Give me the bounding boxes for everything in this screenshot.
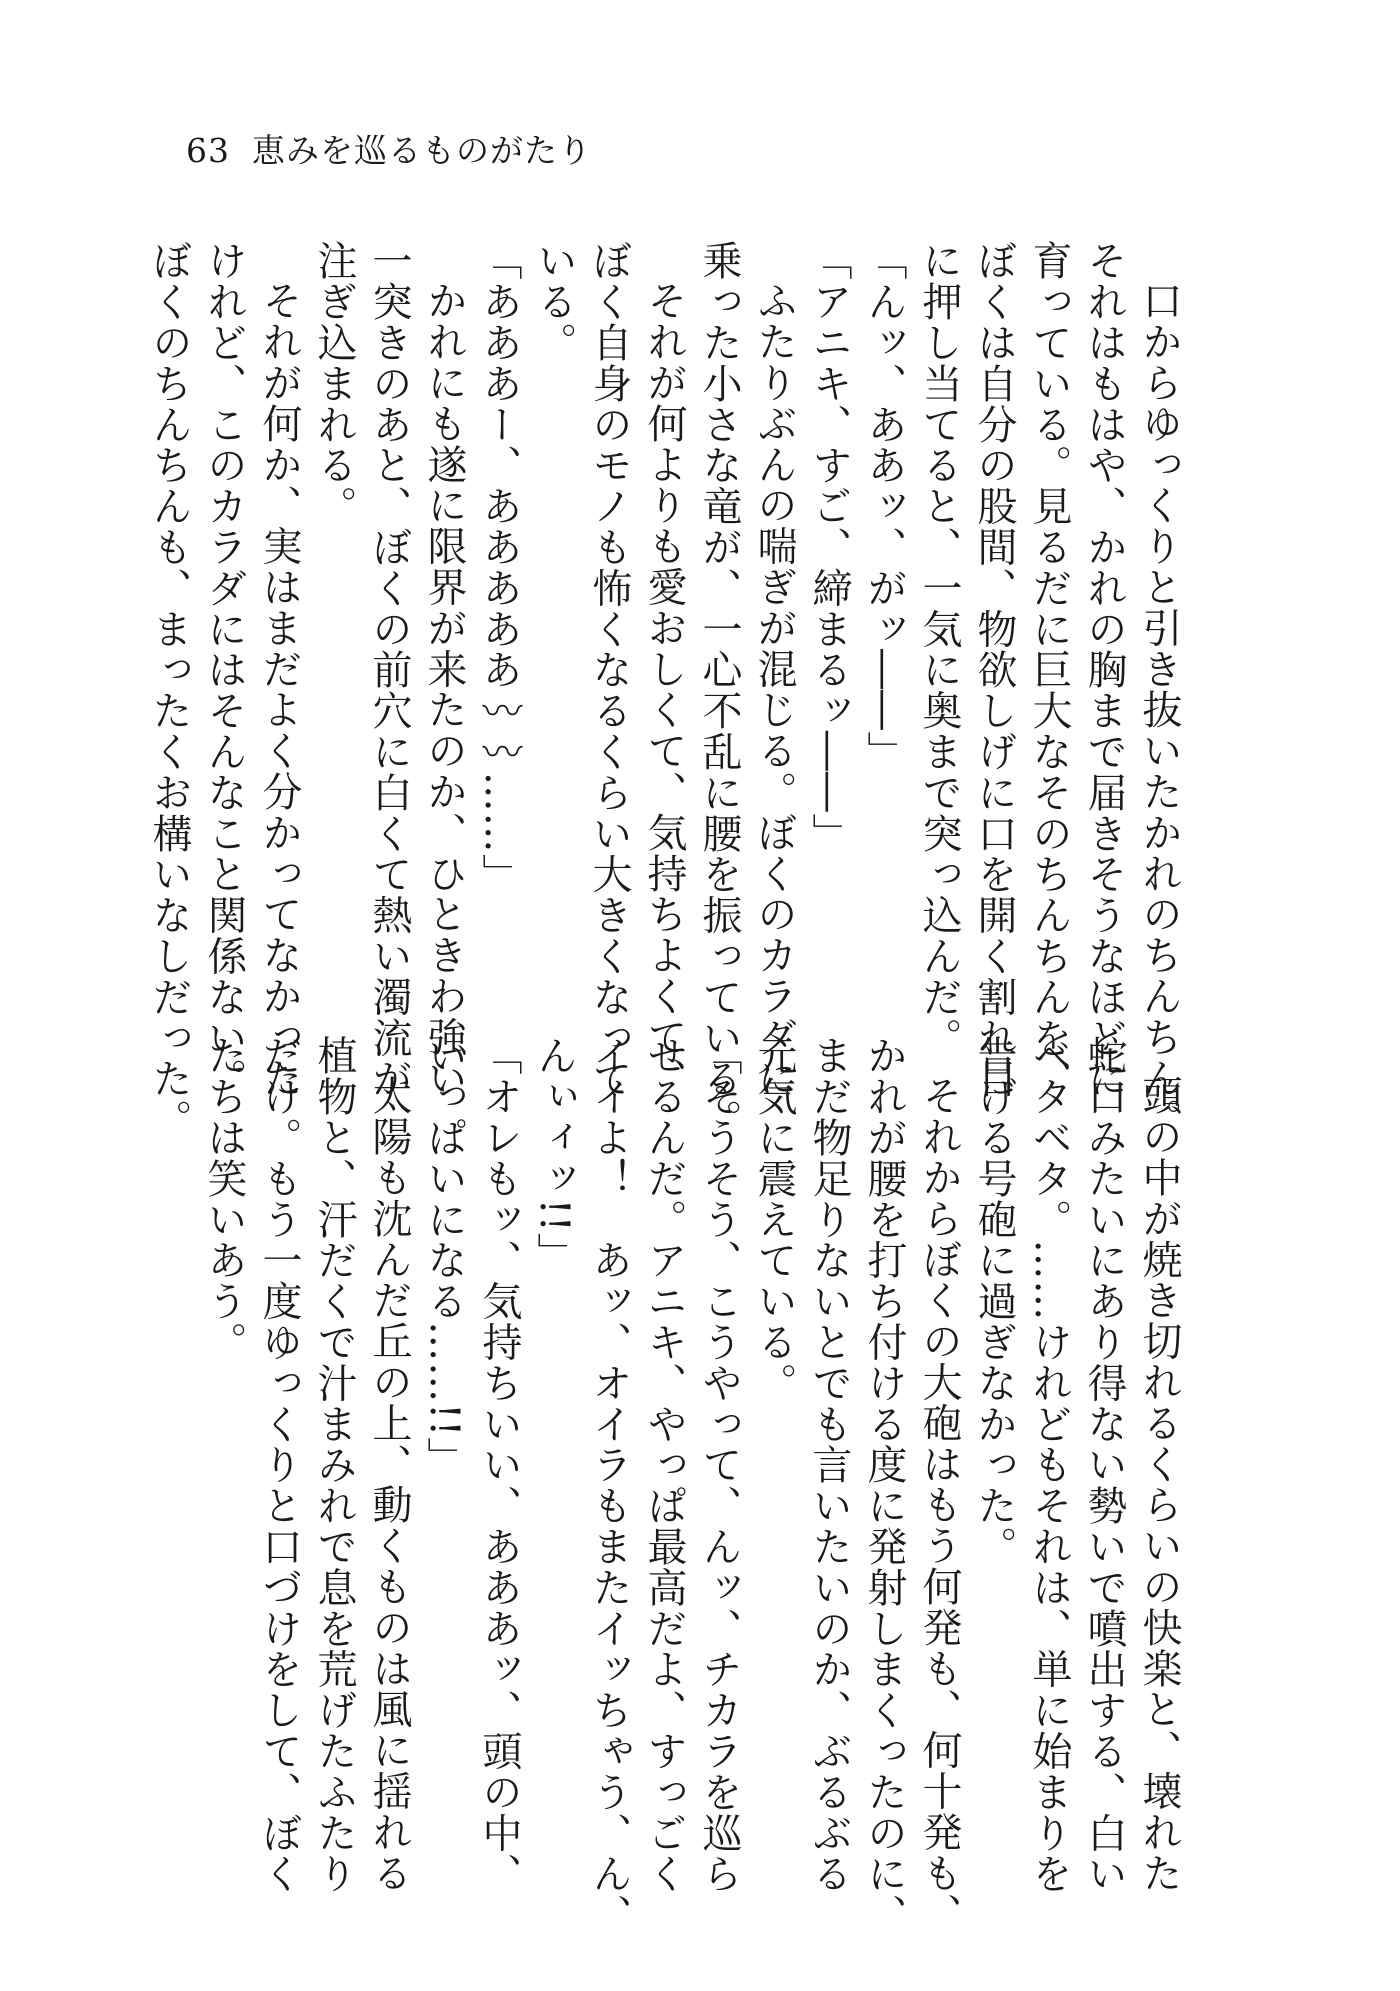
text-column: んぃィッ!!」 xyxy=(531,1035,577,1274)
text-column: たちは笑いあう。 xyxy=(201,1035,247,1363)
page-header xyxy=(186,125,592,172)
text-column: それが何か、実はまだよく分かってなかった xyxy=(256,280,302,1098)
text-column: けれど、このカラダにはそんなこと関係ない。 xyxy=(201,240,247,1099)
text-column: せるんだ。アニキ、やっぱ最高だよ、すっごく xyxy=(641,1035,687,1894)
text-column: 一突きのあと、ぼくの前穴に白くて熱い濁流が xyxy=(366,240,412,1099)
text-column: それからぼくの大砲はもう何発も、何十発も、 xyxy=(916,1075,962,1934)
text-column: 「アニキ、すご、締まるッ――」 xyxy=(806,240,852,854)
text-column: かれにも遂に限界が来たのか、ひときわ強い xyxy=(421,280,467,1098)
text-column: 告げる号砲に過ぎなかった。 xyxy=(971,1035,1017,1567)
lower-text-block xyxy=(196,1035,1186,1935)
text-column: イイよ！ あッ、オイラもまたイッちゃう、ん、 xyxy=(586,1035,632,1935)
text-column: 蛇口みたいにあり得ない勢いで噴出する、白い xyxy=(1081,1035,1127,1894)
text-column: 頭の中が焼き切れるくらいの快楽と、壊れた xyxy=(1136,1075,1182,1893)
text-column: 育っている。見るだに巨大なそのちんちんを、 xyxy=(1026,240,1072,1099)
text-column: ぼく自身のモノも怖くなるくらい大きくなって xyxy=(586,240,632,1099)
text-column: それが何よりも愛おしくて、気持ちよくて、 xyxy=(641,280,687,1098)
text-column: いっぱいになる……!!」 xyxy=(421,1035,467,1478)
chapter-title: 恵みを巡るものがたり xyxy=(252,131,592,170)
text-column: ぼくは自分の股間、物欲しげに口を開く割れ目 xyxy=(971,240,1017,1099)
text-column: ふたりぶんの喘ぎが混じる。ぼくのカラダに xyxy=(751,280,797,1098)
text-column: 「オレもッ、気持ちいい、あああッ、頭の中、 xyxy=(476,1035,522,1894)
text-column: 元気に震えている。 xyxy=(751,1035,797,1404)
upper-text-block xyxy=(141,240,1186,1140)
text-column: 「そうそう、こうやって、んッ、チカラを巡ら xyxy=(696,1035,742,1894)
text-column: ぼくのちんちんも、まったくお構いなしだった。 xyxy=(146,240,192,1140)
text-column: 「んッ、ああッ、がッ――」 xyxy=(861,240,907,772)
text-column: ベタベタ。……けれどもそれは、単に始まりを xyxy=(1026,1035,1072,1894)
text-column: かれが腰を打ち付ける度に発射しまくったのに、 xyxy=(861,1035,907,1935)
text-column: 植物と、汗だくで汁まみれで息を荒げたふたり xyxy=(311,1035,357,1894)
text-column: 「あああー、あああああ〰〰……」 xyxy=(476,240,522,895)
text-column: 注ぎ込まれる。 xyxy=(311,240,357,527)
text-column: 太陽も沈んだ丘の上、動くものは風に揺れる xyxy=(366,1075,412,1893)
page-number: 63 xyxy=(186,131,230,170)
text-column: いる。 xyxy=(531,240,577,363)
text-column: 乗った小さな竜が、一心不乱に腰を振っている。 xyxy=(696,240,742,1140)
text-column: に押し当てると、一気に奥まで突っ込んだ。 xyxy=(916,240,962,1058)
text-column: だけ。もう一度ゆっくりと口づけをして、ぼく xyxy=(256,1035,302,1894)
text-column: まだ物足りないとでも言いたいのか、ぶるぶる xyxy=(806,1035,852,1894)
text-column: それはもはや、かれの胸まで届きそうなほどに xyxy=(1081,240,1127,1099)
text-column: 口からゆっくりと引き抜いたかれのちんちん。 xyxy=(1136,280,1182,1139)
